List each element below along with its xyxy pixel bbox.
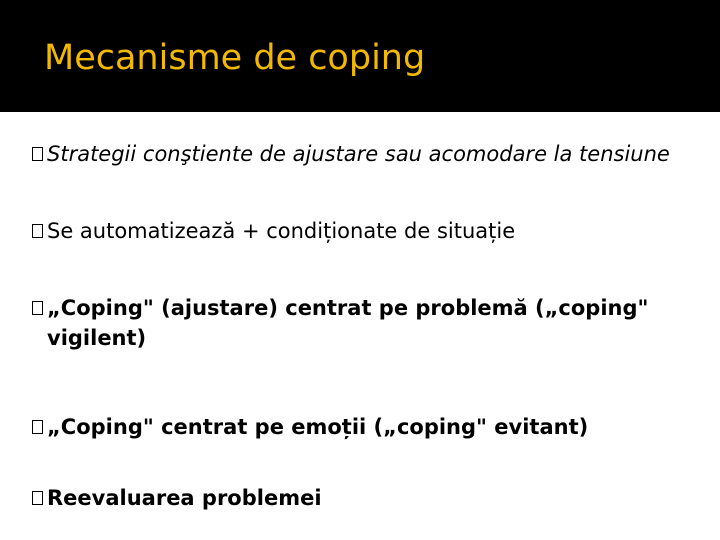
bullet-item-strategii — [30, 139, 710, 169]
bullet-marker-icon — [30, 483, 44, 513]
bullet-item-reevaluarea — [30, 483, 710, 513]
bullet-marker-icon — [30, 412, 44, 442]
slide-title: Mecanisme de coping — [44, 38, 426, 78]
bullet-marker-icon — [30, 139, 44, 169]
bullet-text: „Coping" centrat pe emoții („coping" evitant) — [47, 415, 589, 439]
bullet-item-coping-problema — [30, 293, 710, 353]
bullet-text: Reevaluarea problemei — [47, 486, 322, 510]
bullet-item-automatizeaza — [30, 216, 710, 246]
bullet-text: „Coping" (ajustare) centrat pe problemă („coping" vigilent) — [47, 296, 649, 350]
bullet-item-coping-emotii — [30, 412, 710, 442]
bullet-marker-icon — [30, 293, 44, 323]
bullet-marker-icon — [30, 216, 44, 246]
bullet-text: Strategii conştiente de ajustare sau acomodare la tensiune — [47, 142, 670, 166]
bullet-text: Se automatizează + condiționate de situație — [47, 219, 516, 243]
